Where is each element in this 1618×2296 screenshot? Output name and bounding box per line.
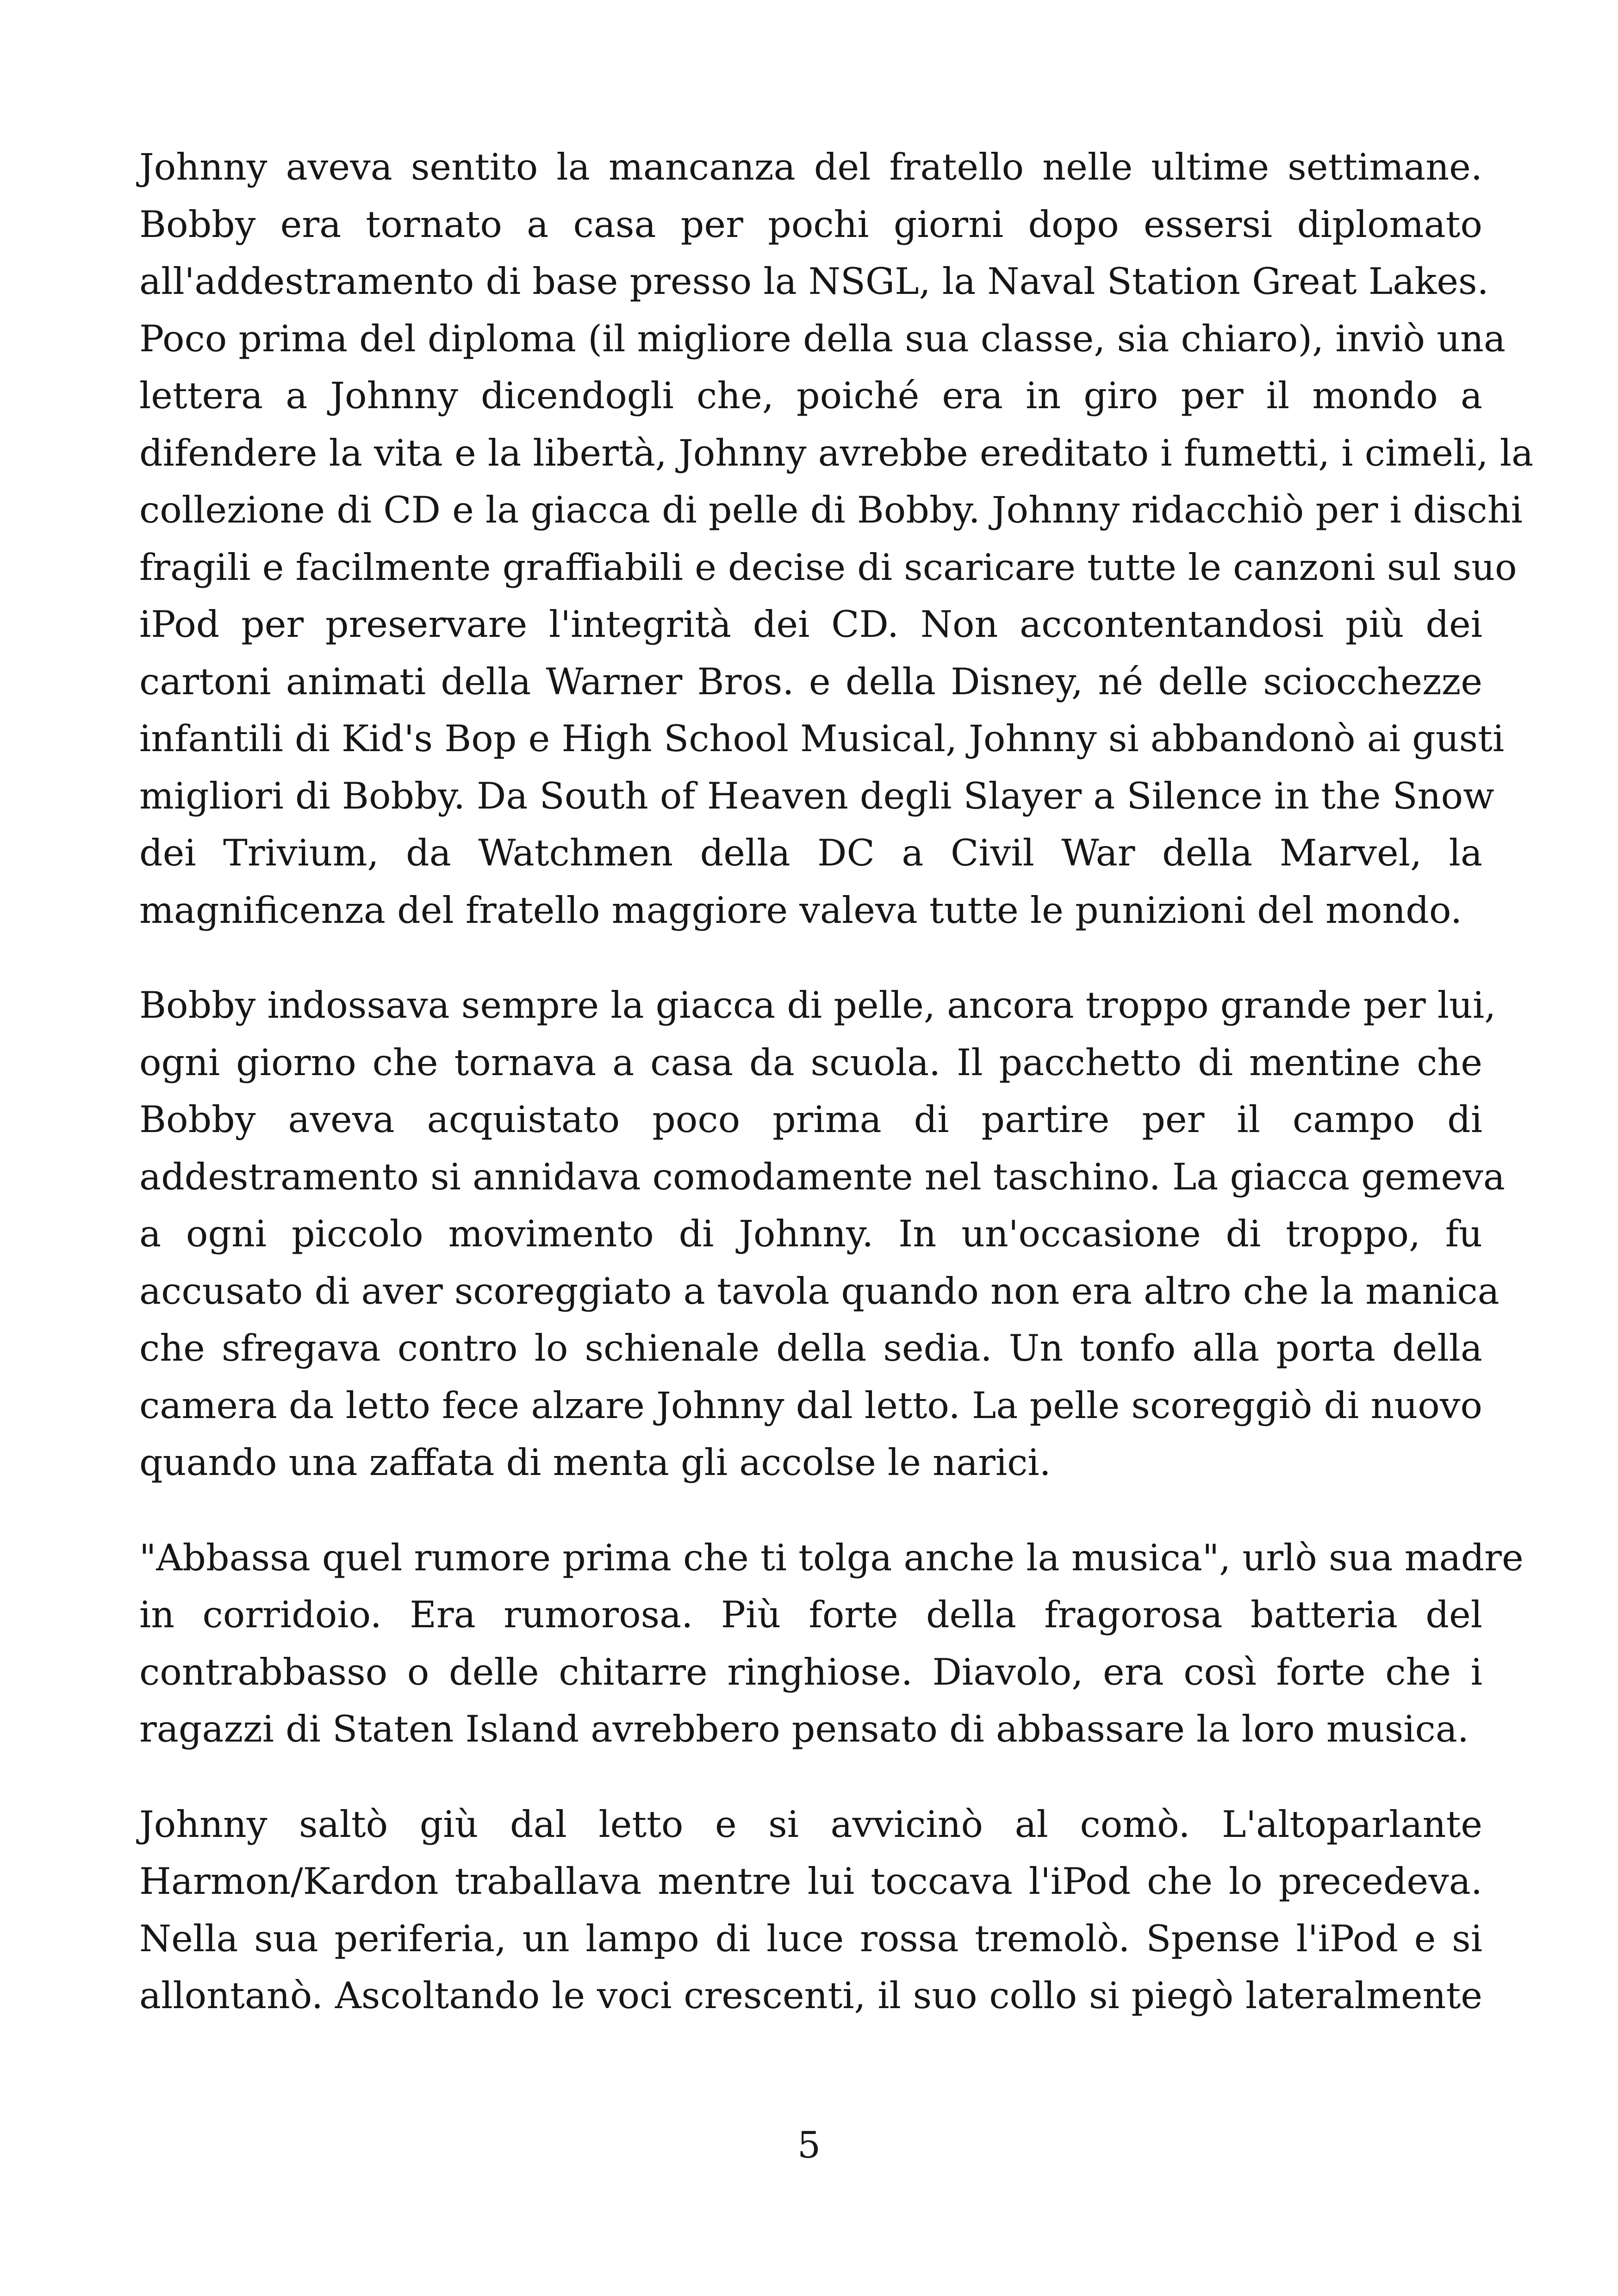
- text-line: collezione di CD e la giacca di pelle di Bobby. Johnny ridacchiò per i dischi: [139, 489, 1523, 531]
- text-line: iPod per preservare l'integrità dei CD. Non accontentandosi più dei: [139, 603, 1482, 646]
- text-line: cartoni animati della Warner Bros. e della Disney, né delle sciocchezze: [139, 660, 1482, 703]
- text-line: difendere la vita e la libertà, Johnny avrebbe ereditato i fumetti, i cimeli, la: [139, 431, 1534, 474]
- text-line: Harmon/Kardon traballava mentre lui toccava l'iPod che lo precedeva.: [139, 1860, 1482, 1903]
- text-line: che sfregava contro lo schienale della sedia. Un tonfo alla porta della: [139, 1327, 1482, 1369]
- text-line: Bobby aveva acquistato poco prima di partire per il campo di: [139, 1098, 1482, 1141]
- text-line: accusato di aver scoreggiato a tavola quando non era altro che la manica: [139, 1269, 1500, 1313]
- text-line: Nella sua periferia, un lampo di luce rossa tremolò. Spense l'iPod e si: [139, 1917, 1482, 1960]
- paragraph: [139, 1530, 1524, 1758]
- text-line: Bobby indossava sempre la giacca di pelle, ancora troppo grande per lui,: [139, 984, 1496, 1027]
- text-line: Johnny aveva sentito la mancanza del fratello nelle ultime settimane.: [139, 146, 1482, 188]
- text-line: allontanò. Ascoltando le voci crescenti, il suo collo si piegò lateralmente: [139, 1974, 1482, 2017]
- text-line: camera da letto fece alzare Johnny dal letto. La pelle scoreggiò di nuovo: [139, 1384, 1482, 1427]
- text-line: Bobby era tornato a casa per pochi giorni dopo essersi diplomato: [139, 203, 1482, 246]
- paragraph: [139, 139, 1534, 939]
- text-line: magnificenza del fratello maggiore valeva tutte le punizioni del mondo.: [139, 889, 1462, 932]
- text-line: fragili e facilmente graffiabili e decise di scaricare tutte le canzoni sul suo: [139, 546, 1517, 589]
- body-text: [139, 139, 1534, 2063]
- text-line: dei Trivium, da Watchmen della DC a Civil War della Marvel, la: [139, 832, 1482, 874]
- text-line: ragazzi di Staten Island avrebbero pensato di abbassare la loro musica.: [139, 1708, 1469, 1750]
- text-line: all'addestramento di base presso la NSGL, la Naval Station Great Lakes.: [139, 260, 1489, 303]
- page-number: 5: [797, 2124, 821, 2166]
- text-line: migliori di Bobby. Da South of Heaven degli Slayer a Silence in the Snow: [139, 774, 1494, 817]
- text-line: Johnny saltò giù dal letto e si avvicinò al comò. L'altoparlante: [139, 1803, 1482, 1846]
- text-line: ogni giorno che tornava a casa da scuola. Il pacchetto di mentine che: [139, 1041, 1482, 1084]
- paragraph: [139, 1796, 1482, 2025]
- text-line: lettera a Johnny dicendogli che, poiché era in giro per il mondo a: [139, 374, 1482, 417]
- text-line: infantili di Kid's Bop e High School Musical, Johnny si abbandonò ai gusti: [139, 717, 1505, 760]
- text-line: a ogni piccolo movimento di Johnny. In un'occasione di troppo, fu: [139, 1213, 1482, 1255]
- text-line: "Abbassa quel rumore prima che ti tolga anche la musica", urlò sua madre: [139, 1536, 1524, 1579]
- paragraph: [139, 977, 1505, 1492]
- text-line: quando una zaffata di menta gli accolse le narici.: [139, 1441, 1051, 1484]
- text-line: Poco prima del diploma (il migliore della sua classe, sia chiaro), inviò una: [139, 317, 1506, 360]
- text-line: addestramento si annidava comodamente nel taschino. La giacca gemeva: [139, 1155, 1505, 1198]
- text-line: in corridoio. Era rumorosa. Più forte della fragorosa batteria del: [139, 1593, 1482, 1636]
- text-line: contrabbasso o delle chitarre ringhiose. Diavolo, era così forte che i: [139, 1650, 1482, 1693]
